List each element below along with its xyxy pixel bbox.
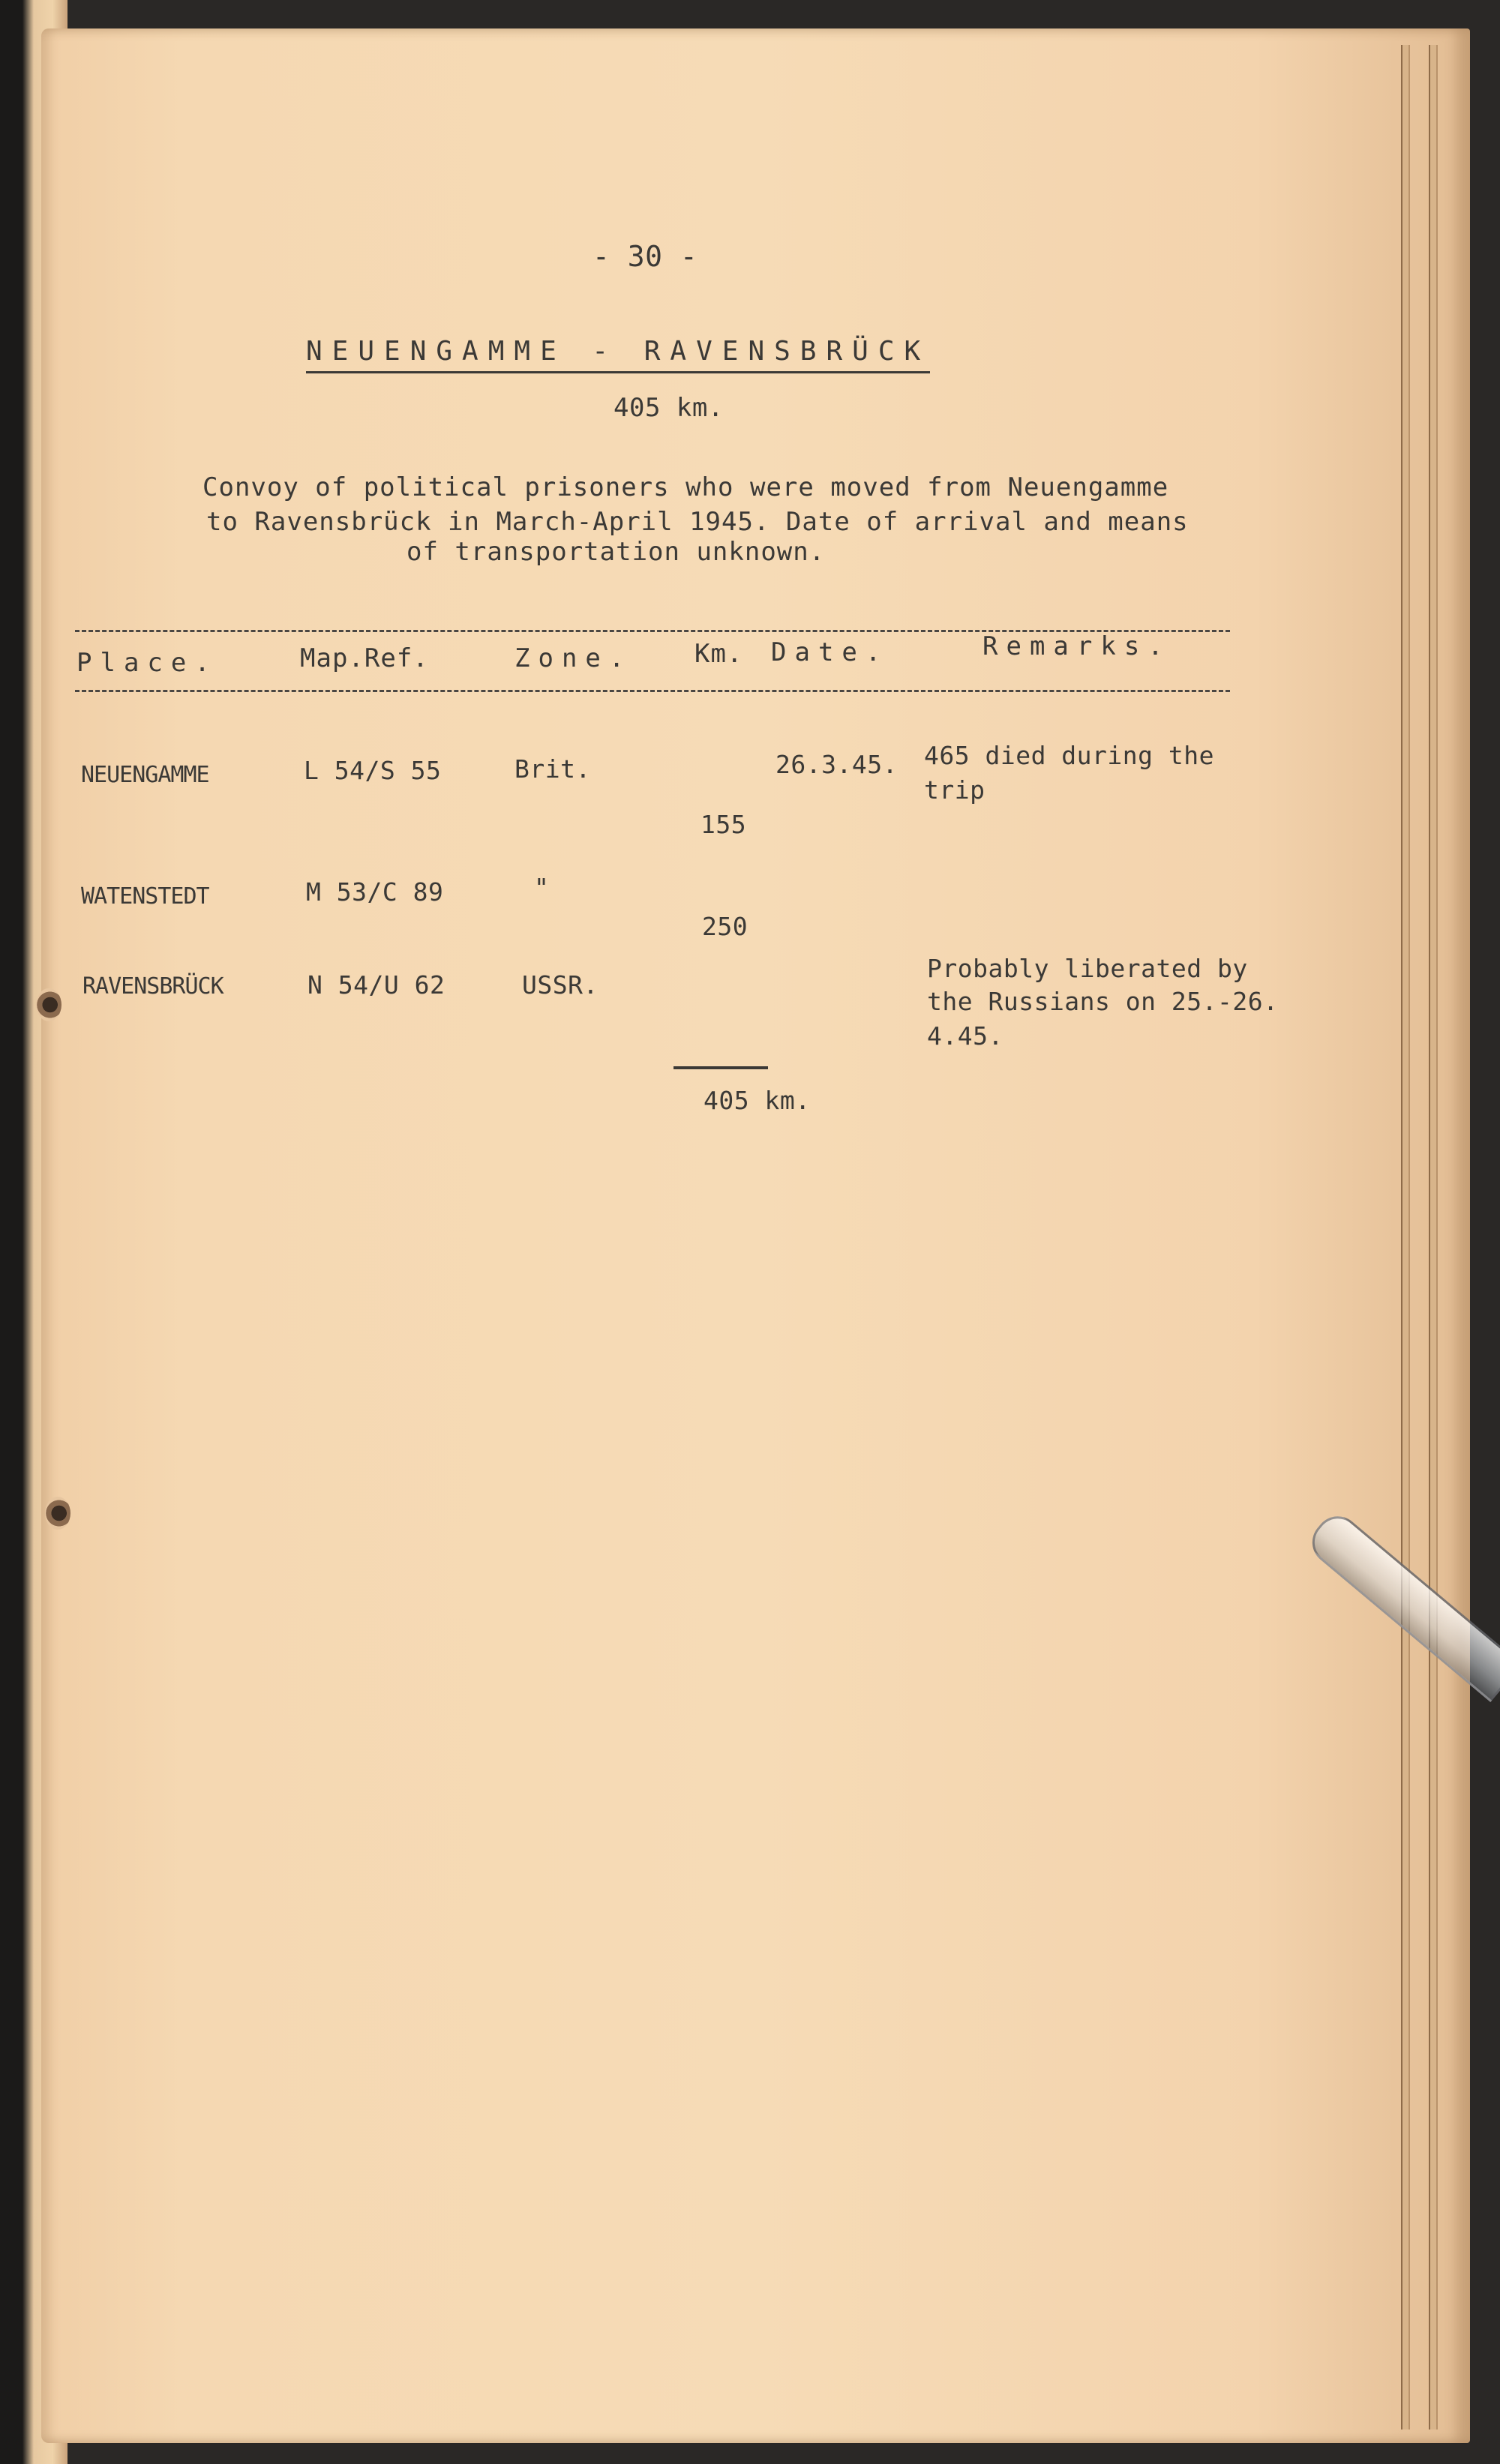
km-segment: 155 xyxy=(700,810,747,839)
remarks-cell: the Russians on 25.-26. xyxy=(927,987,1279,1016)
zone-cell: Brit. xyxy=(514,754,591,784)
header-place: Place. xyxy=(76,648,218,678)
header-map-ref: Map.Ref. xyxy=(300,643,429,673)
document-page xyxy=(41,28,1470,2443)
place-cell: WATENSTEDT xyxy=(81,883,209,910)
map-ref-cell: M 53/C 89 xyxy=(306,877,444,907)
page-edge xyxy=(1429,45,1438,2430)
header-date: Date. xyxy=(771,637,890,667)
place-cell: NEUENGAMME xyxy=(81,762,209,788)
intro-line: Convoy of political prisoners who were moved from Neuengamme xyxy=(202,472,1169,502)
remarks-cell: trip xyxy=(924,775,986,805)
header-km: Km. xyxy=(694,639,743,669)
total-rule xyxy=(674,1066,768,1069)
total-km: 405 km. xyxy=(704,1086,811,1115)
remarks-cell: 465 died during the xyxy=(924,741,1214,770)
zone-cell: USSR. xyxy=(522,970,598,1000)
intro-line: to Ravensbrück in March-April 1945. Date of arrival and means xyxy=(206,507,1189,537)
zone-cell: " xyxy=(534,873,550,902)
km-segment: 250 xyxy=(702,912,748,941)
header-remarks: Remarks. xyxy=(982,631,1172,661)
remarks-cell: 4.45. xyxy=(927,1021,1004,1051)
intro-line: of transportation unknown. xyxy=(406,537,826,567)
date-cell: 26.3.45. xyxy=(776,750,898,779)
page-edge xyxy=(1401,45,1410,2430)
header-zone: Zone. xyxy=(514,643,633,673)
remarks-cell: Probably liberated by xyxy=(927,954,1248,983)
table-rule-bottom xyxy=(75,690,1230,692)
place-cell: RAVENSBRÜCK xyxy=(82,973,224,1000)
map-ref-cell: N 54/U 62 xyxy=(308,970,446,1000)
binding-hole xyxy=(36,988,62,1021)
document-title: NEUENGAMME - RAVENSBRÜCK xyxy=(306,336,930,373)
binding-hole xyxy=(45,1497,70,1530)
total-distance: 405 km. xyxy=(614,393,724,423)
map-ref-cell: L 54/S 55 xyxy=(304,756,442,785)
page-number: - 30 - xyxy=(592,240,698,273)
